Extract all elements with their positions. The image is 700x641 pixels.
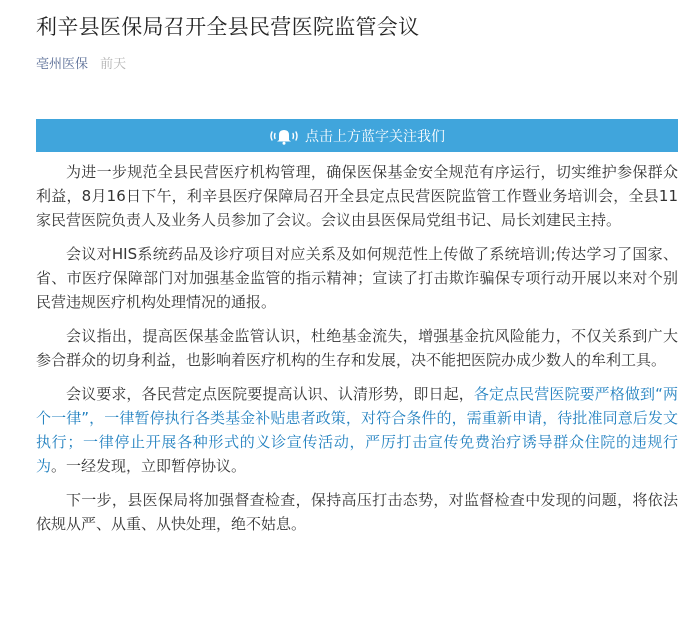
paragraph-1: 为进一步规范全县民营医疗机构管理，确保医保基金安全规范有序运行，切实维护参保群众利益，8月16日下午，利辛县医疗保障局召开全县定点民营医院监管工作暨业务培训会，全县11家民营医院负责人及业务人员参加了会议。会议由县医保局党组书记、局长刘建民主持。	[36, 163, 678, 229]
bell-icon	[269, 126, 299, 146]
article-body	[36, 160, 678, 536]
paragraph-5: 下一步，县医保局将加强督查检查，保持高压打击态势，对监督检查中发现的问题，将依法依规从严、从重、从快处理，绝不姑息。	[36, 491, 678, 533]
paragraph-4-highlight: 各定点民营医院要严格做到“两个一律”，一律暂停执行各类基金补贴患者政策，对符合条件的，需重新申请，待批准同意后发文执行；一律停止开展各种形式的义诊宣传活动，严厉打击宣传免费治疗诱导群众住院的违规行为	[36, 385, 678, 475]
article-meta	[36, 56, 678, 74]
paragraph-4	[36, 382, 678, 478]
paragraph-3: 会议指出，提高医保基金监管认识，杜绝基金流失，增强基金抗风险能力，不仅关系到广大参合群众的切身利益，也影响着医疗机构的生存和发展，决不能把医院办成少数人的牟利工具。	[36, 327, 678, 369]
article-title: 利辛县医保局召开全县民营医院监管会议	[36, 15, 420, 39]
paragraph-4-tail: 。一经发现，立即暂停协议。	[51, 457, 247, 475]
paragraph-4-lead: 会议要求，各民营定点医院要提高认识、认清形势，即日起，	[66, 385, 474, 403]
account-name-link[interactable]: 亳州医保	[36, 57, 89, 72]
follow-banner[interactable]	[36, 119, 678, 152]
paragraph-2: 会议对HIS系统药品及诊疗项目对应关系及如何规范性上传做了系统培训;传达学习了国家、省、市医疗保障部门对加强基金监管的指示精神；宣读了打击欺诈骗保专项行动开展以来对个别民营违规医疗机构处理情况的通报。	[36, 245, 678, 311]
follow-banner-text: 点击上方蓝字关注我们	[305, 128, 445, 145]
publish-time: 前天	[100, 57, 127, 72]
